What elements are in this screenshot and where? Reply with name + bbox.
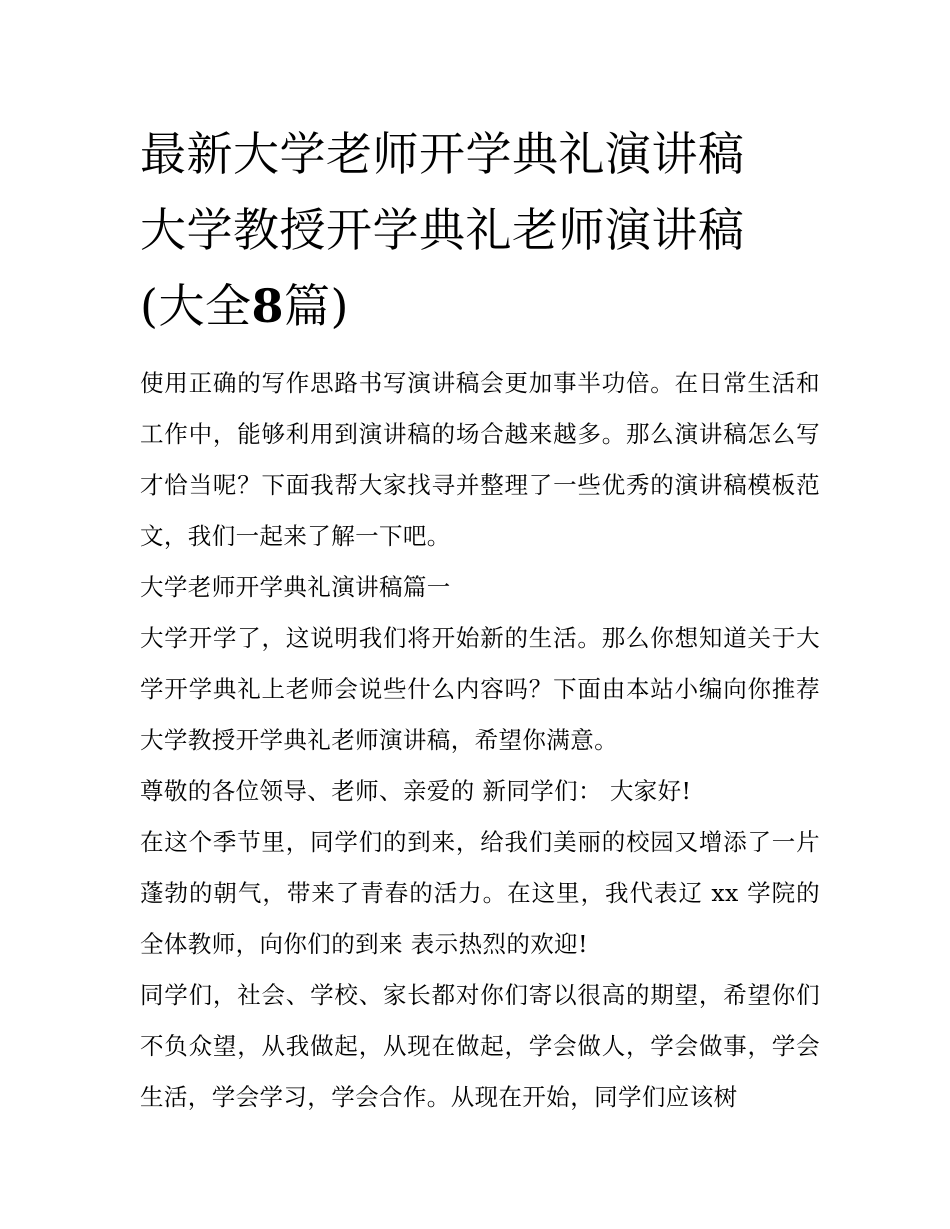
document-title <box>140 116 820 344</box>
paragraph: 大学开学了，这说明我们将开始新的生活。那么你想知道关于大学开学典礼上老师会说些什么内容吗？下面由本站小编向你推荐大学教授开学典礼老师演讲稿，希望你满意。 <box>140 624 820 754</box>
title-line-3-close: 篇) <box>283 279 349 333</box>
salutation: 尊敬的各位领导、老师、亲爱的 新同学们： 大家好! <box>140 777 692 805</box>
intro-paragraph: 使用正确的写作思路书写演讲稿会更加事半功倍。在日常生活和工作中，能够利用到演讲稿的场合越来越多。那么演讲稿怎么写才恰当呢？下面我帮大家找寻并整理了一些优秀的演讲稿模板范文，我们一起来了解一下吧。 <box>140 369 820 550</box>
paragraph: 同学们，社会、学校、家长都对你们寄以很高的期望，希望你们不负众望，从我做起，从现在做起，学会做人，学会做事，学会生活，学会学习，学会合作。从现在开始，同学们应该树 <box>140 981 820 1111</box>
title-line-3-number: 8 <box>251 279 284 333</box>
document-page <box>140 116 820 1123</box>
title-line-2: 大学教授开学典礼老师演讲稿 <box>140 203 745 257</box>
document-body <box>140 358 820 1123</box>
paragraph: 在这个季节里，同学们的到来，给我们美丽的校园又增添了一片蓬勃的朝气，带来了青春的活力。在这里，我代表辽 xx 学院的全体教师，向你们的到来 表示热烈的欢迎! <box>140 828 820 958</box>
title-line-3-open: (大全 <box>140 279 252 333</box>
section-heading: 大学老师开学典礼演讲稿篇一 <box>140 573 451 601</box>
title-line-1: 最新大学老师开学典礼演讲稿 <box>140 127 745 181</box>
